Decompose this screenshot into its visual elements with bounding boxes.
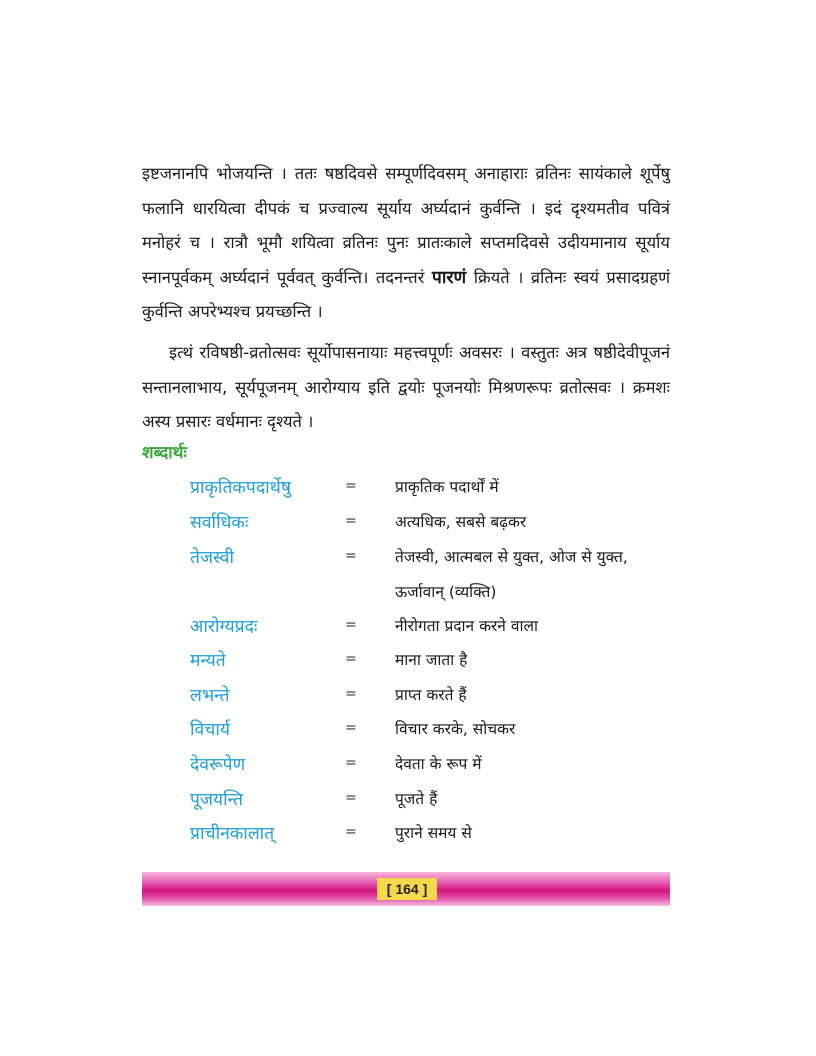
paragraph-1-text-b: क्रियते । व्रतिनः स्वयं प्रसादग्रहणं कुर्वन्ति अपरेभ्यश्च प्रयच्छन्ति । (142, 267, 670, 321)
equals-sign: = (345, 790, 357, 806)
glossary-meaning: पूजते हैं (395, 790, 438, 808)
glossary-term: प्राकृतिकपदार्थेषु (190, 478, 291, 498)
glossary-meaning: प्राप्त करते हैं (395, 686, 467, 704)
glossary-term: सर्वाधिकः (190, 513, 249, 533)
equals-sign: = (345, 720, 357, 736)
glossary-row (0, 752, 816, 786)
paragraph-2: इत्थं रविषष्ठी-व्रतोत्सवः सूर्योपासनायाः महत्त्वपूर्णः अवसरः । वस्तुतः अत्र षष्ठीदेवीपूजनं सन्तानलाभाय, सूर्यपूजनम् आरोग्याय इति द्वयोः पूजनयोः मिश्रणरूपः व्रतोत्सवः । क्रमशः अस्य प्रसारः वर्धमानः दृश्यते । (142, 343, 670, 431)
equals-sign: = (345, 824, 357, 840)
glossary-meaning: तेजस्वी, आत्मबल से युक्त, ओज से युक्त, ऊर्जावान् (व्यक्ति) (395, 548, 628, 601)
glossary-row (0, 648, 816, 682)
paragraph-1-text-a: इष्टजनानपि भोजयन्ति । ततः षष्ठदिवसे सम्पूर्णदिवसम् अनाहाराः व्रतिनः सायंकाले शूर्पेषु फलानि धारयित्वा दीपकं च प्रज्वाल्य सूर्याय अर्घ्यदानं कुर्वन्ति । इदं दृश्यमतीव पवित्रं मनोहरं च । रात्रौ भूमौ शयित्वा व्रतिनः पुनः प्रातःकाले सप्तमदिवसे उदीयमानाय सूर्याय स्नानपूर्वकम् अर्घ्यदानं पूर्ववत् कुर्वन्ति। तदनन्तरं (142, 164, 670, 287)
glossary-row (0, 510, 816, 544)
glossary-heading: शब्दार्थः (142, 443, 187, 463)
glossary-term: मन्यते (190, 651, 226, 671)
glossary-row (0, 545, 816, 601)
equals-sign: = (345, 617, 357, 633)
glossary-term: प्राचीनकालात् (190, 824, 275, 844)
glossary-meaning: माना जाता है (395, 651, 468, 669)
glossary-row (0, 821, 816, 855)
equals-sign: = (345, 651, 357, 667)
glossary-meaning: देवता के रूप में (395, 755, 482, 773)
equals-sign: = (345, 548, 357, 564)
glossary-term: देवरूपेण (190, 755, 246, 775)
glossary-row (0, 717, 816, 751)
glossary-row (0, 475, 816, 509)
paragraph-1 (142, 157, 670, 330)
glossary-meaning: पुराने समय से (395, 824, 472, 842)
glossary-term: लभन्ते (190, 686, 230, 706)
glossary-term: विचार्य (190, 720, 231, 740)
equals-sign: = (345, 755, 357, 771)
equals-sign: = (345, 686, 357, 702)
page-number: [ 164 ] (377, 878, 437, 900)
glossary-term: आरोग्यप्रदः (190, 617, 258, 637)
bold-word: पारणं (431, 267, 467, 288)
equals-sign: = (345, 513, 357, 529)
glossary-meaning: अत्यधिक, सबसे बढ़कर (395, 513, 527, 531)
glossary-term: तेजस्वी (190, 548, 235, 568)
equals-sign: = (345, 478, 357, 494)
glossary-term: पूजयन्ति (190, 790, 243, 810)
glossary-meaning: प्राकृतिक पदार्थों में (395, 478, 499, 496)
glossary-meaning: नीरोगता प्रदान करने वाला (395, 617, 538, 635)
glossary-meaning: विचार करके, सोचकर (395, 720, 516, 738)
